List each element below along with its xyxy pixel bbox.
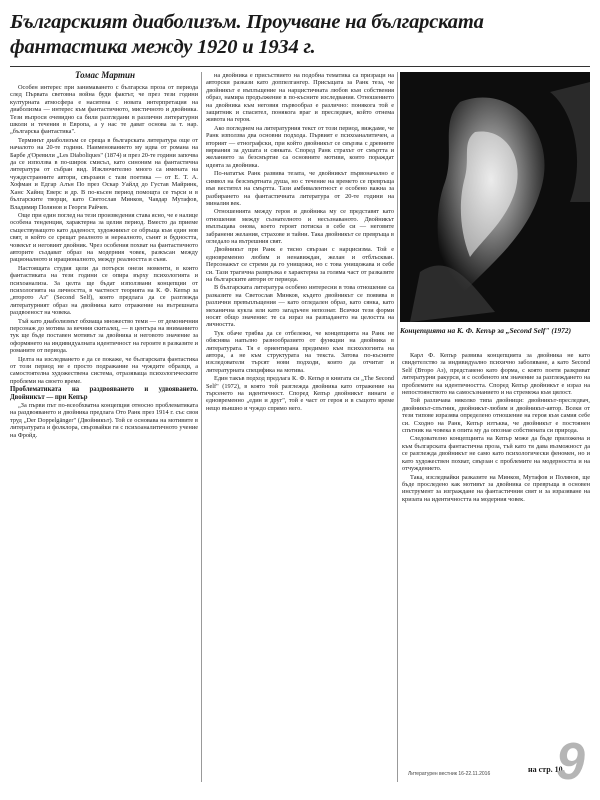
paragraph: „За първи път по-всеобхватна концепция относно проблематиката на раздвояването и двойника предлага Ото Ранк през 1914 г. със своя труд „Der Doppelgänger" (Двойникът). Той се основава на мотивите в литературата и фолклора, свързвайки ги с психоаналитичното учение на Фройд. bbox=[10, 402, 198, 439]
paragraph: Настоящата студия цели да потърси онези моменти, в които фантастиката на тези години се опира върху психологията и психоанализа. За целта ще бъдат използвани концепции от психологията на личността, в частност теорията на К. Ф. Кепър за „второто Аз" (Second Self), която предлага да се разглежда литературният образ на двойника като отражение на вътрешната раздвоеност на човека. bbox=[10, 264, 198, 317]
paragraph: В българската литература особено интересни в това отношение са разказите на Светослав Минков, където двойникът се появява в различни превъплъщения — като огледален образ, като сянка, като механична кукла или като загадъчен непознат. Всички тези форми носят общо значение: те са израз на разпадането на целостта на личността. bbox=[206, 284, 394, 329]
abstract-figure-illustration bbox=[400, 72, 590, 322]
paragraph: Целта на изследването е да се покаже, че българската фантастика от този период не е просто подражание на чуждите образци, а самостоятелна художествена система, отразяваща психологическите проблеми на своето време. bbox=[10, 355, 198, 385]
paragraph: Следователно концепцията на Кепър може да бъде приложена и към българската фантастична проза, тъй като тя дава възможност да се разглежда двойникът не само като психологически феномен, но и като художествен похват, свързан с проблемите на модерността и на отчуждението. bbox=[402, 435, 590, 473]
paragraph: Двойникът при Ранк е тясно свързан с нарцисизма. Той е едновременно любим и ненавиждан, желан и отблъскван. Персонажът се стреми да го унищожи, но с това унищожава и себе си. Тази трагична развръзка е характерна за голяма част от разказите на българските автори от периода. bbox=[206, 246, 394, 283]
continued-label: на стр. 10 bbox=[528, 765, 563, 774]
paragraph: Тъй като диаболизмът обхваща множество теми — от демоничния персонаж до мотива за вечния скиталец, — в центъра на вниманието тук ще бъде поставен мотивът за двойника и неговото значение за оформянето на индивидуалната идентичност на героите в разказите и романите от периода. bbox=[10, 317, 198, 355]
paragraph: По-нататък Ранк развива тезата, че двойникът първоначално е символ на безсмъртната душа, но с течение на времето се превръща във вестител на смъртта. Тази амбивалентност е особено важна за разбирането на фантастичната литература от 20-те години на миналия век. bbox=[206, 170, 394, 207]
paragraph: Особен интерес при занимаването с българска проза от периода след Първата световна война буди фактът, че през тези години културната атмосфера е наситена с новата интерпретация на диаболизма — интерес към фантастичното, мистичното и двойника. Тези въпроси очевидно са били разгледани в различни литературни школи и течения в Европа, а у нас те дават основа за т. нар. „българска фантастика". bbox=[10, 84, 198, 136]
author-byline: Томас Мартин bbox=[75, 70, 135, 80]
paragraph: Той различава няколко типа двойници: двойникът-преследвач, двойникът-спътник, двойникът-любим и двойникът-автор. Всеки от тези типове изразява определено отношение на героя към самия себе си. Сходно на Ранк, Кепър изтъква, че двойникът е постоянен спътник на човека в опита му да опознае собствената си природа. bbox=[402, 397, 590, 435]
figure-caption: Концепцията на К. Ф. Кепър за „Second Self" (1972) bbox=[400, 326, 572, 335]
page-number: 9 bbox=[556, 733, 585, 791]
title-rule bbox=[10, 66, 590, 67]
paragraph: Още при един поглед на тези произведения става ясно, че е налице особена тенденция, характерна за целия период. Вместо да приеме съществуващото като даденост, художникът се обръща към един нов свят, в който се срещат реалното и нереалното, сънят и будността, човекът и неговият двойник. Чрез особения похват на фантастичното авторите създават образ на модерния човек, разкъсан между рационалното и ирационалното, между реалността и съня. bbox=[10, 211, 198, 264]
text-column-2 bbox=[206, 72, 394, 772]
footer-publication: Литературен вестник 16-22.11.2016 bbox=[408, 771, 491, 777]
paragraph: Карл Ф. Кепър развива концепцията за двойника не като свидетелство за индивидуално психично заболяване, а като Second Self (Второ Аз), представено като форма, с която поети разкриват литературни ракурси, и с особеното им значение за разглеждането на проблемите на идентичността. Според Кепър двойникът е израз на непостоянството на самосъзнанието и на стремежа към цялост. bbox=[402, 352, 590, 397]
text-column-1 bbox=[10, 84, 198, 784]
paragraph: Един такъв подход предлага К. Ф. Кепър в книгата си „The Second Self" (1972), в която той разглежда двойника като отражение на търсенето на идентичност. Според Кепър двойникът винаги е едновременно „един и друг", той е част от героя и в същото време нещо външно и чуждо спрямо него. bbox=[206, 375, 394, 412]
paragraph: на двойника е присъствието на подобна тематика са призраци на авторски разкази като доппелгангер. Присъщата за Ранк теза, че двойникът е въплъщение на нарцистичната любов към собствения образ, намира продължение в по-късните изследвания. Отношението на двойника към неговия първообраз е различно: понякога той е защитник и спасител, понякога враг и преследвач, който отнема живота на героя. bbox=[206, 72, 394, 124]
paragraph: Така, изследвайки разказите на Минков, Мутафов и Полянов, ще бъде проследено как мотивът за двойника се превръща в основен инструмент за изграждане на фантастичния свят и за изразяване на кризата на идентичността на модерния човек. bbox=[402, 473, 590, 503]
paragraph: Ако погледнем на литературния текст от този период, виждаме, че Ранк използва два основни подхода. Първият е психоаналитичен, а вторият — етнографски, при който двойникът се свързва с древните вярвания за душата и сянката. Според Ранк страхът от смъртта и желанието за безсмъртие са основните мотиви, които пораждат идеята за двойника. bbox=[206, 124, 394, 169]
paragraph: Тук обаче трябва да се отбележи, че концепцията на Ранк не обяснява напълно разнообразието от функции на двойника в литературата. Тя е ориентирана предимно към психологията на автора, а не към структурата на текста. Затова по-късните изследователи търсят нови подходи, които да отчитат и литературната специфика на мотива. bbox=[206, 329, 394, 374]
concept-figure-image bbox=[400, 72, 590, 322]
article-title: Българският диаболизъм. Проучване на българската фантастика между 1920 и 1934 г. bbox=[10, 11, 484, 58]
paragraph: Терминът диаболизъм се среща в българската литература още от началото на 20-те години. Наименованието му идва от романа на Барбе д'Оревили „Les Diaboliques" (1874) и през 20-те години започва да се използва в по-широк смисъл, като синоним на фантастична литература от събран вид. Изключително много са имената на чуждестранните автори, свързани с тази поетика — от Е. Т. А. Хофман и Едгар Алън По през Оскар Уайлд до Густав Майринк, Ханс Хайнц Еверс и др. В по-късен период помощта се търси и в българските творци, като Светослав Минков, Чавдар Мутафов, Владимир Полянов и Георги Райчев. bbox=[10, 136, 198, 211]
column-divider bbox=[201, 72, 202, 782]
column-divider bbox=[397, 72, 398, 782]
text-column-3 bbox=[402, 352, 590, 762]
paragraph: Отношенията между героя и двойника му се представят като отношения между съзнателното и несъзнаваното. Двойникът въплъщава онова, което героят потиска в себе си — неговите забранени желания, страхове и тайни. Така двойникът се превръща в огледало на вътрешния свят. bbox=[206, 208, 394, 245]
section-subheading: Проблематиката на раздвояването и удвояването. Двойникът — при Кепър bbox=[10, 386, 198, 401]
